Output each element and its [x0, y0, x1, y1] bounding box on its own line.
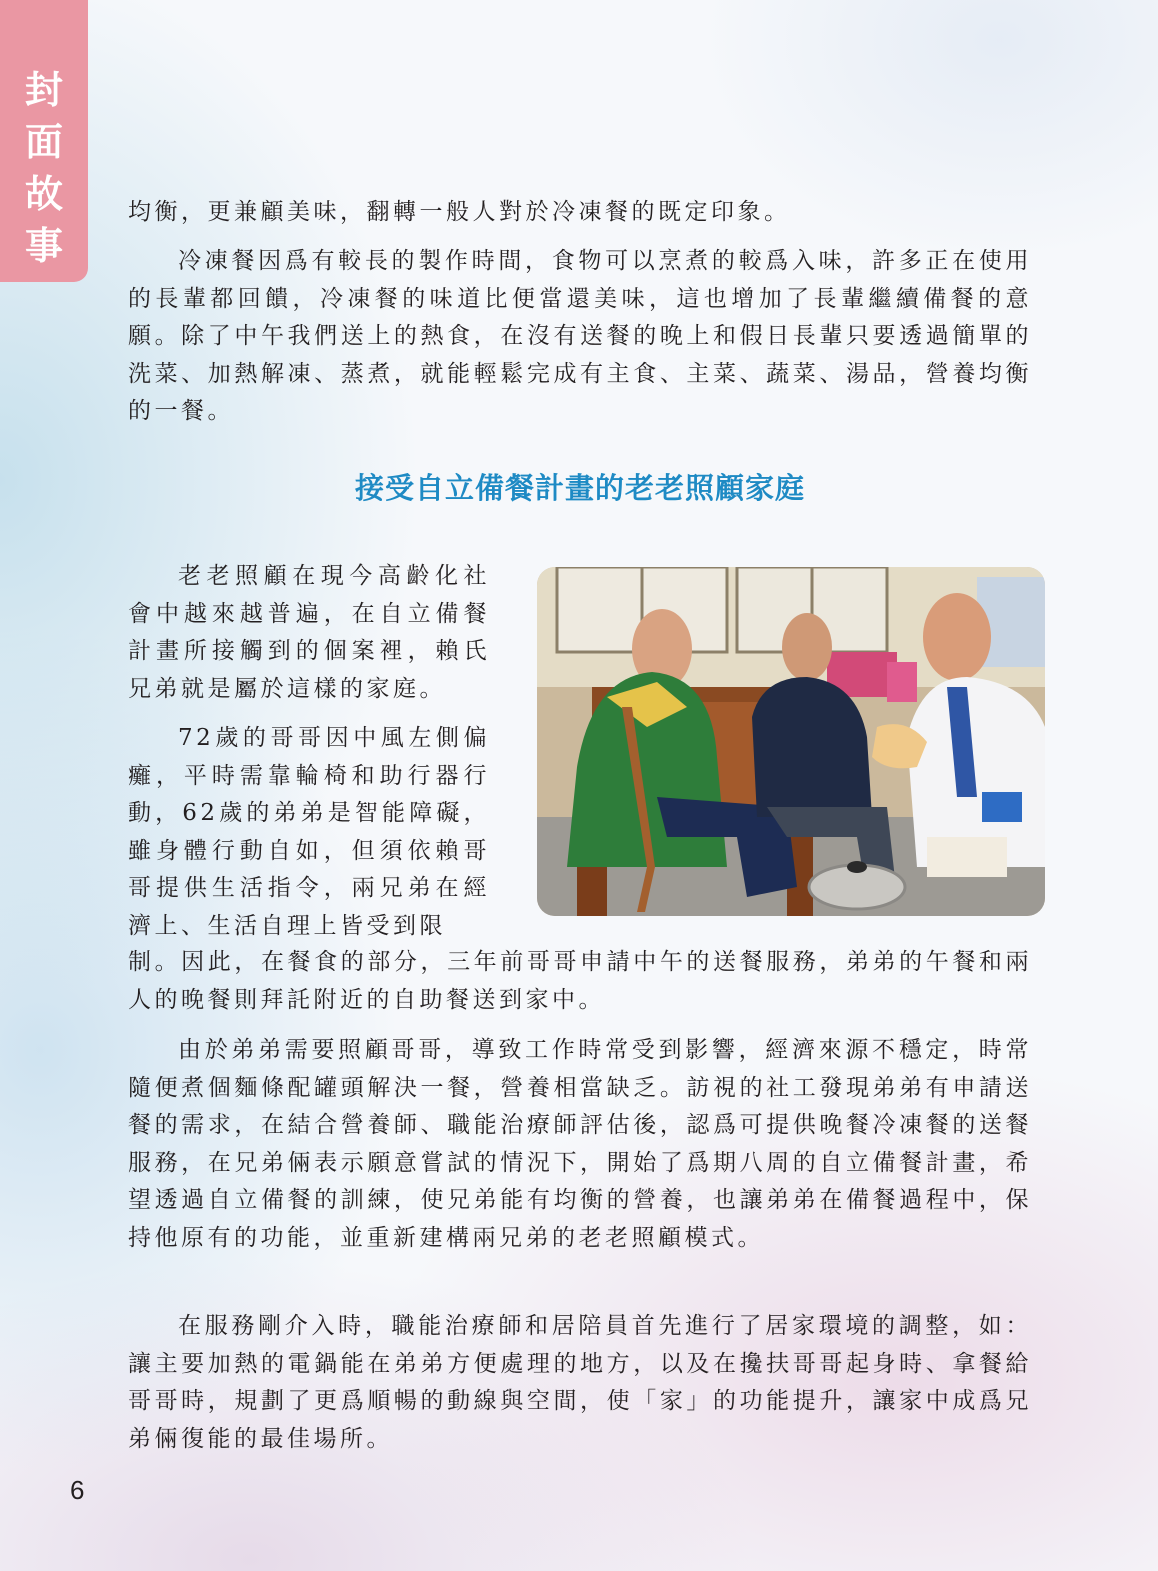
paragraph-3: 老老照顧在現今高齡化社會中越來越普遍，在自立備餐計畫所接觸到的個案裡，賴氏兄弟就是屬於這樣的家庭。	[128, 563, 490, 702]
page-number: 6	[70, 1475, 85, 1505]
section-tab-char: 故	[24, 172, 63, 216]
paragraph-1: 均衡，更兼顧美味，翻轉一般人對於冷凍餐的既定印象。	[128, 199, 791, 225]
photo-caregiver-visit	[537, 567, 1045, 916]
paragraph-6: 在服務剛介入時，職能治療師和居陪員首先進行了居家環境的調整，如：讓主要加熱的電鍋能在弟弟方便處理的地方，以及在攙扶哥哥起身時、拿餐給哥哥時，規劃了更爲順暢的動線與空間，使「家」的功能提升，讓家中成爲兄弟倆復能的最佳場所。	[128, 1313, 1032, 1452]
section-tab	[0, 0, 88, 282]
paragraph-5: 由於弟弟需要照顧哥哥，導致工作時常受到影響，經濟來源不穩定，時常隨便煮個麵條配罐頭解決一餐，營養相當缺乏。訪視的社工發現弟弟有申請送餐的需求，在結合營養師、職能治療師評估後，認爲可提供晚餐冷凍餐的送餐服務，在兄弟倆表示願意嘗試的情況下，開始了爲期八周的自立備餐計畫，希望透過自立備餐的訓練，使兄弟能有均衡的營養，也讓弟弟在備餐過程中，保持他原有的功能，並重新建構兩兄弟的老老照顧模式。	[128, 1037, 1032, 1251]
section-tab-char: 事	[24, 224, 63, 268]
section-tab-label	[0, 64, 88, 272]
photo-illustration	[537, 567, 1045, 916]
section-heading: 接受自立備餐計畫的老老照顧家庭	[354, 471, 805, 505]
paragraph-4-part-1: 72歲的哥哥因中風左側偏癱，平時需靠輪椅和助行器行動，62歲的弟弟是智能障礙，雖身體行動自如，但須依賴哥哥提供生活指令，兩兄弟在經濟上、生活自理上皆受到限	[128, 725, 490, 939]
section-tab-char: 面	[24, 120, 63, 164]
paragraph-4-part-2: 制。因此，在餐食的部分，三年前哥哥申請中午的送餐服務，弟弟的午餐和兩人的晚餐則拜託附近的自助餐送到家中。	[128, 949, 1032, 1013]
paragraph-2: 冷凍餐因爲有較長的製作時間，食物可以烹煮的較爲入味，許多正在使用的長輩都回饋，冷凍餐的味道比便當還美味，這也增加了長輩繼續備餐的意願。除了中午我們送上的熱食，在沒有送餐的晚上和假日長輩只要透過簡單的洗菜、加熱解凍、蒸煮，就能輕鬆完成有主食、主菜、蔬菜、湯品，營養均衡的一餐。	[128, 248, 1032, 424]
section-tab-char: 封	[24, 68, 63, 112]
